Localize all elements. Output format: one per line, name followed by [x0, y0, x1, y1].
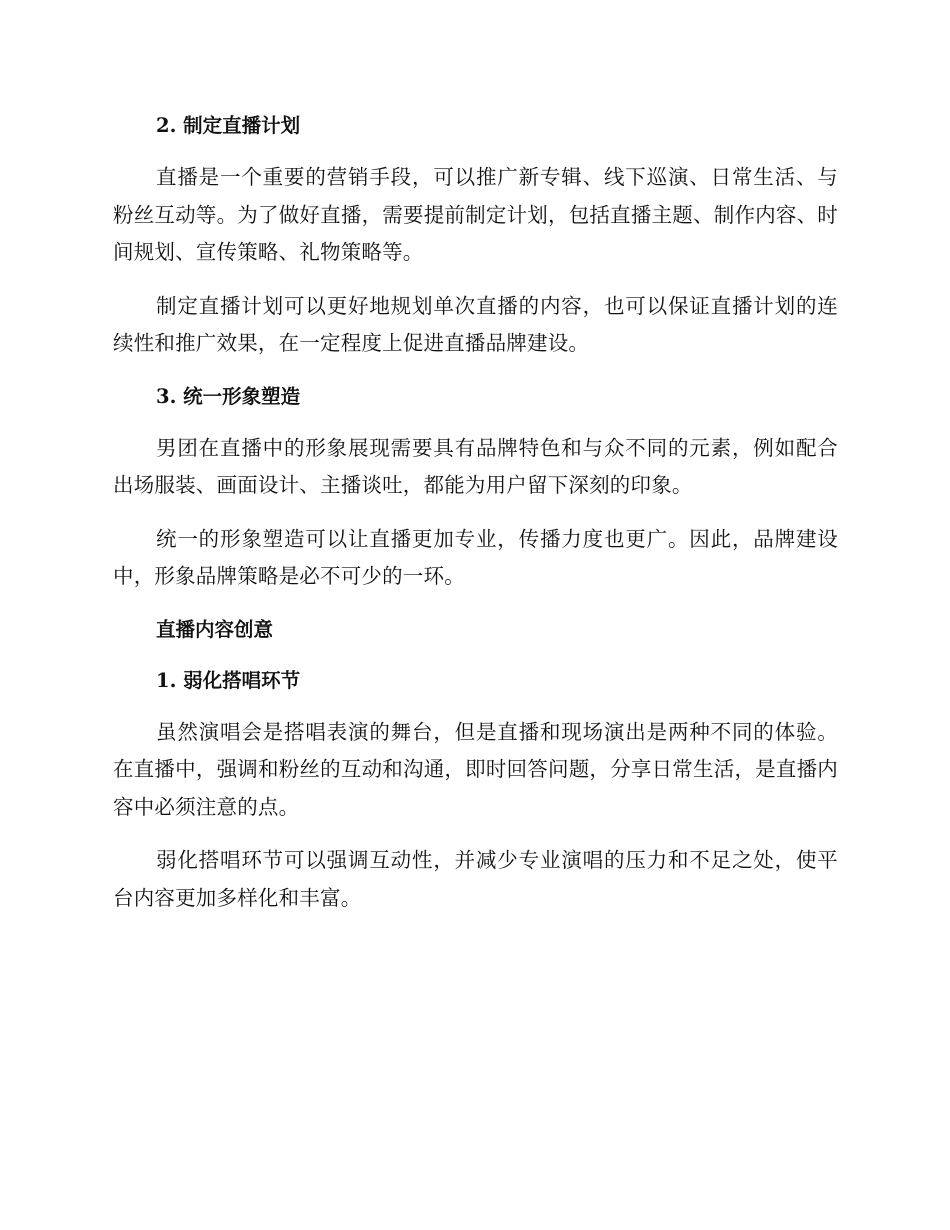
paragraph-weaken-duet-intro: 虽然演唱会是搭唱表演的舞台，但是直播和现场演出是两种不同的体验。在直播中，强调和粉丝的互动和沟通，即时回答问题，分享日常生活，是直播内容中必须注意的点。 [113, 719, 838, 819]
paragraph-unified-image-intro: 男团在直播中的形象展现需要具有品牌特色和与众不同的元素，例如配合出场服装、画面设计、主播谈吐，都能为用户留下深刻的印象。 [113, 435, 838, 497]
document-body [113, 108, 838, 933]
paragraph-unified-image-benefit: 统一的形象塑造可以让直播更加专业，传播力度也更广。因此，品牌建设中，形象品牌策略是必不可少的一环。 [113, 526, 838, 588]
paragraph-weaken-duet-benefit: 弱化搭唱环节可以强调互动性，并减少专业演唱的压力和不足之处，使平台内容更加多样化和丰富。 [113, 848, 838, 910]
section-heading-content-creativity: 直播内容创意 [156, 617, 274, 641]
section-heading-weaken-duet: 1. 弱化搭唱环节 [156, 668, 301, 692]
paragraph-live-plan-benefit: 制定直播计划可以更好地规划单次直播的内容，也可以保证直播计划的连续性和推广效果，在一定程度上促进直播品牌建设。 [113, 293, 838, 355]
section-heading-unified-image: 3. 统一形象塑造 [156, 384, 301, 408]
paragraph-live-plan-intro: 直播是一个重要的营销手段，可以推广新专辑、线下巡演、日常生活、与粉丝互动等。为了做好直播，需要提前制定计划，包括直播主题、制作内容、时间规划、宣传策略、礼物策略等。 [113, 165, 838, 264]
section-heading-live-plan: 2. 制定直播计划 [156, 114, 301, 137]
